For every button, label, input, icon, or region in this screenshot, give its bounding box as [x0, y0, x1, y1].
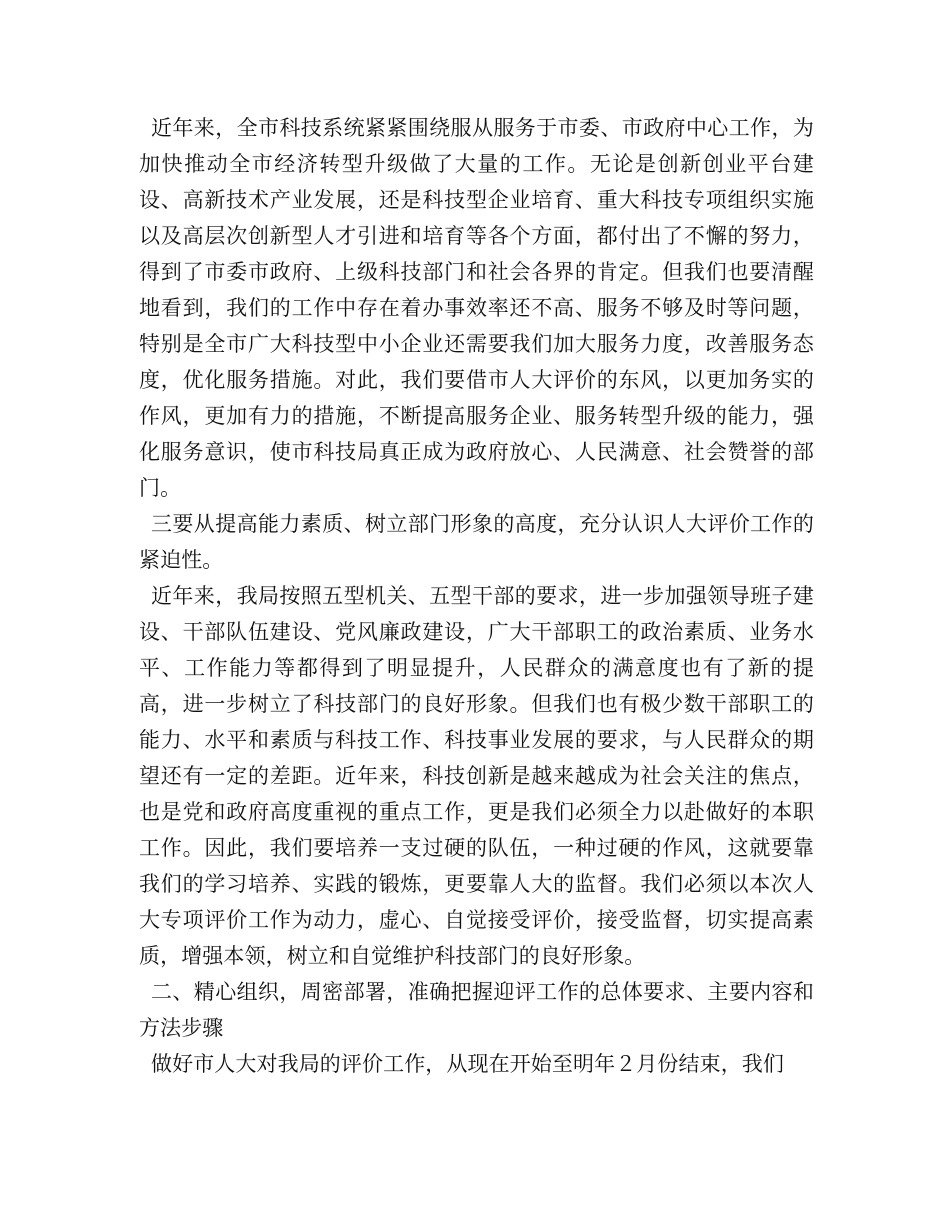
paragraph-1: 近年来，全市科技系统紧紧围绕服从服务于市委、市政府中心工作，为加快推动全市经济转型升级做了大量的工作。无论是创新创业平台建设、高新技术产业发展，还是科技型企业培育、重大科技专项组织实施以及高层次创新型人才引进和培育等各个方面，都付出了不懈的努力，得到了市委市政府、上级科技部门和社会各界的肯定。但我们也要清醒地看到，我们的工作中存在着办事效率还不高、服务不够及时等问题，特别是全市广大科技型中小企业还需要我们加大服务力度，改善服务态度，优化服务措施。对此，我们要借市人大评价的东风，以更加务实的作风，更加有力的措施，不断提高服务企业、服务转型升级的能力，强化服务意识，使市科技局真正成为政府放心、人民满意、社会赞誉的部门。 — [139, 116, 814, 500]
section-heading: 二、精心组织，周密部署，准确把握迎评工作的总体要求、主要内容和方法步骤 — [139, 980, 814, 1040]
paragraph-3: 近年来，我局按照五型机关、五型干部的要求，进一步加强领导班子建设、干部队伍建设、党风廉政建设，广大干部职工的政治素质、业务水平、工作能力等都得到了明显提升，人民群众的满意度也有了新的提高，进一步树立了科技部门的良好形象。但我们也有极少数干部职工的能力、水平和素质与科技工作、科技事业发展的要求，与人民群众的期望还有一定的差距。近年来，科技创新是越来越成为社会关注的焦点，也是党和政府高度重视的重点工作，更是我们必须全力以赴做好的本职工作。因此，我们要培养一支过硬的队伍，一种过硬的作风，这就要靠我们的学习培养、实践的锻炼，更要靠人大的监督。我们必须以本次人大专项评价工作为动力，虚心、自觉接受评价，接受监督，切实提高素质，增强本领，树立和自觉维护科技部门的良好形象。 — [139, 584, 814, 968]
document-body — [139, 110, 814, 1082]
paragraph-5: 做好市人大对我局的评价工作，从现在开始至明年２月份结束，我们 — [151, 1052, 784, 1076]
paragraph-2: 三要从提高能力素质、树立部门形象的高度，充分认识人大评价工作的紧迫性。 — [139, 512, 814, 572]
